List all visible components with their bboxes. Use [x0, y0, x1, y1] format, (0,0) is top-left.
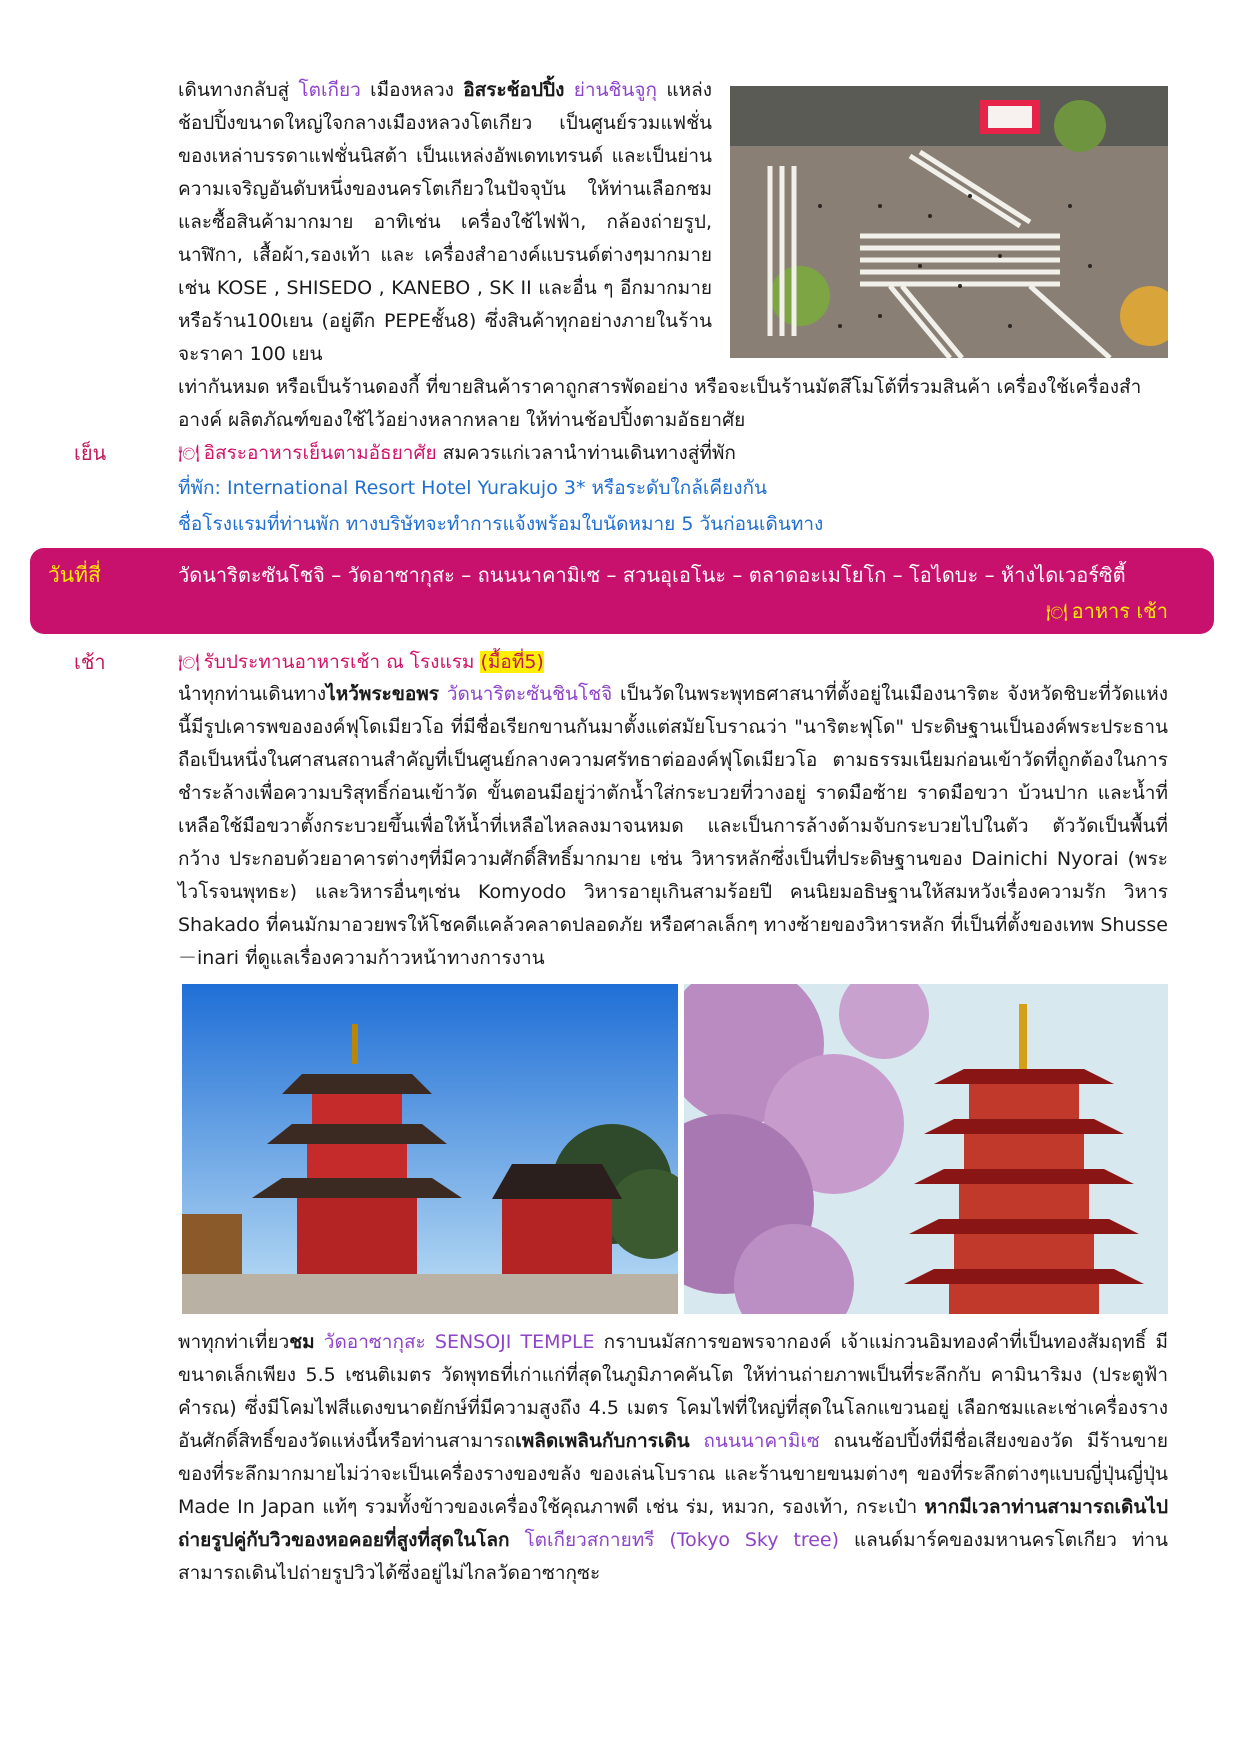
breakfast-text: รับประทานอาหารเช้า ณ โรงแรม: [203, 651, 481, 673]
dinner-highlight: อิสระอาหารเย็นตามอัธยาศัย: [203, 442, 437, 464]
breakfast-line: [178, 646, 544, 680]
text-segment: [564, 79, 573, 101]
free-shopping-bold: อิสระช้อปปิ้ง: [463, 79, 565, 101]
shopping-paragraph-continued: เท่ากันหมด หรือเป็นร้านดองกี้ ที่ขายสินค้าราคาถูกสารพัดอย่าง หรือจะเป็นร้านมัตสึโมโต้ที่รวมสินค้า เครื่องใช้เครื่องสำอางค์ ผลิตภัณฑ์ของใช้ไว้อย่างหลากหลาย ให้ท่านช้อปปิ้งตามอัธยาศัย: [178, 376, 1142, 431]
text-segment: ถนนช้อปปิ้งที่มีชื่อเสียงของวัด มีร้านขายของที่ระลึกมากมายไม่ว่าจะเป็นเครื่องรางของขลัง ของเล่นโบราณ และร้านขายขนมต่างๆ ของที่ระลึกต่างๆแบบญี่ปุ่นญี่ปุ่น Made In Japan แท้ๆ รวมทั้งข้าวของเครื่องใช้คุณภาพดี เช่น ร่ม, หมวก, รองเท้า, กระเป๋า: [178, 1430, 1168, 1518]
sensoji-pagoda-cherry-blossom-photo: [684, 984, 1168, 1314]
shopping-paragraph: [178, 74, 712, 371]
text-segment: [439, 683, 447, 705]
day-banner: [30, 548, 1214, 634]
text-segment: พาทุกท่าเที่ยว: [178, 1331, 290, 1353]
text-segment: เดินทางกลับสู่: [178, 79, 299, 101]
text-segment: นำทุกท่านเดินทาง: [178, 683, 327, 705]
sensoji-highlight: วัดอาซากุสะ SENSOJI TEMPLE: [323, 1331, 595, 1353]
worship-bold: ไหว้พระขอพร: [326, 683, 439, 705]
hotel-line: ที่พัก: International Resort Hotel Yurakujo 3* หรือระดับใกล้เคียงกัน: [178, 477, 767, 499]
day-route: วัดนาริตะซันโชจิ – วัดอาซากุสะ – ถนนนาคามิเซ – สวนอุเอโนะ – ตลาดอะเมโยโก – โอไดบะ – ห้างไดเวอร์ซิตี้: [178, 563, 1126, 587]
shinjuku-highlight: ย่านชินจูกุ: [573, 79, 657, 101]
text-segment: [315, 1331, 324, 1353]
naritasan-highlight: วัดนาริตะซันชินโชจิ: [446, 683, 613, 705]
morning-time-label: เช้า: [74, 650, 106, 674]
naritasan-pagoda-photo: [182, 984, 678, 1314]
day-meals: [1046, 595, 1168, 627]
tokyo-link-text: โตเกียว: [298, 79, 361, 101]
shibuya-crossing-photo: [730, 86, 1168, 358]
dinner-line: [178, 437, 736, 471]
naritasan-paragraph: [178, 678, 1168, 975]
skytree-highlight: โตเกียวสกายทรี (Tokyo Sky tree): [524, 1529, 840, 1551]
dinner-time-label: เย็น: [74, 441, 107, 465]
text-segment: เมืองหลวง: [360, 79, 464, 101]
day-meals-text: อาหาร เช้า: [1071, 599, 1168, 623]
text-segment: [690, 1430, 704, 1452]
meal-icon: 🍽: [178, 444, 200, 464]
text-segment: แหล่งช้อปปิ้งขนาดใหญ่ใจกลางเมืองหลวงโตเกียว เป็นศูนย์รวมแฟชั่น ของเหล่าบรรดาแฟชั่นนิสต้า เป็นแหล่งอัพเดทเทรนด์ และเป็นย่านความเจริญอันดับหนึ่งของนครโตเกียวในปัจจุบัน ให้ท่านเลือกชมและซื้อสินค้ามากมาย อาทิเช่น เครื่องใช้ไฟฟ้า, กล้องถ่ายรูป, นาฬิกา, เสื้อผ้า,รองเท้า และ เครื่องสำอางค์แบรนด์ต่างๆมากมายเช่น KOSE , SHISEDO , KANEBO , SK II และอื่น ๆ อีกมากมาย หรือร้าน100เยน (อยู่ตึก PEPEชั้น8) ซึ่งสินค้าทุกอย่างภายในร้านจะราคา 100 เยน: [178, 79, 713, 365]
skytree-bold: หากมีเวลาท่านสามารถเดินไปถ่ายรูปคู่กับวิวของหอคอยที่สูงที่สุดในโลก: [178, 1496, 1168, 1551]
hotel-note: ชื่อโรงแรมที่ท่านพัก ทางบริษัทจะทำการแจ้งพร้อมใบนัดหมาย 5 วันก่อนเดินทาง: [178, 513, 824, 535]
enjoy-walk-bold: เพลิดเพลินกับการเดิน: [515, 1430, 690, 1452]
text-segment: [510, 1529, 525, 1551]
text-segment: เป็นวัดในพระพุทธศาสนาที่ตั้งอยู่ในเมืองนาริตะ จังหวัดชิบะที่วัดแห่งนี้มีรูปเคารพขององค์ฟุโดเมียวโอ ที่มีชื่อเรียกขานกันมาตั้งแต่สมัยโบราณว่า "นาริตะฟุโด" ประดิษฐานเป็นองค์พระประธาน ถือเป็นหนึ่งในศาสนสถานสำคัญที่เป็นศูนย์กลางความศรัทธาต่อองค์ฟุโดเมียวโอ ตามธรรมเนียมก่อนเข้าวัดที่ถูกต้องในการชำระล้างเพื่อความบริสุทธิ์ก่อนเข้าวัด ขั้นตอนมีอยู่ว่าตักน้ำใส่กระบวยที่วางอยู่ ราดมือซ้าย ราดมือขวา บ้วนปาก และน้ำที่เหลือใช้มือขวาตั้งกระบวยขึ้นเพื่อให้น้ำที่เหลือไหลลงมาจนหมด และเป็นการล้างด้ามจับกระบวยไปในตัว ตัววัดเป็นพื้นที่กว้าง ประกอบด้วยอาคารต่างๆที่มีความศักดิ์สิทธิ์มากมาย เช่น วิหารหลักซึ่งเป็นที่ประดิษฐานของ Dainichi Nyorai (พระไวโรจนพุทธะ) และวิหารอื่นๆเช่น Komyodo วิหารอายุเกินสามร้อยปี คนนิยมอธิษฐานให้สมหวังเรื่องความรัก วิหาร Shakado ที่คนมักมาอวยพรให้โชคดีแคล้วคลาดปลอดภัย หรือศาลเล็กๆ ทางซ้ายของวิหารหลัก ที่เป็นที่ตั้งของเทพ Shusse－inari ที่ดูแลเรื่องความก้าวหน้าทางการงาน: [178, 683, 1168, 969]
day-label: วันที่สี่: [48, 563, 101, 587]
meal-icon: 🍽: [1046, 603, 1068, 623]
meal-icon: 🍽: [178, 653, 200, 673]
text-segment: แลนด์มาร์คของมหานครโตเกียว ท่านสามารถเดินไปถ่ายรูปวิวได้ซึ่งอยู่ไม่ไกลวัดอาซากุซะ: [178, 1529, 1168, 1584]
dinner-rest: สมควรแก่เวลานำท่านเดินทางสู่ที่พัก: [436, 442, 736, 464]
text-segment: กราบนมัสการขอพรจากองค์ เจ้าแม่กวนอิมทองคำที่เป็นทองสัมฤทธิ์ มีขนาดเล็กเพียง 5.5 เซนติเมตร วัดพุทธที่เก่าแก่ที่สุดในภูมิภาคคันโต ให้ท่านถ่ายภาพเป็นที่ระลึกกับ คามินาริมง (ประตูฟ้าคำรณ) ซึ่งมีโคมไฟสีแดงขนาดยักษ์ที่มีความสูงถึง 4.5 เมตร โคมไฟที่ใหญ่ที่สุดในโลกแขวนอยู่ เลือกชมและเช่าเครื่องรางอันศักดิ์สิทธิ์ของวัดแห่งนี้หรือท่านสามารถ: [178, 1331, 1168, 1452]
sensoji-paragraph: [178, 1326, 1168, 1590]
visit-bold: ชม: [289, 1331, 315, 1353]
nakamise-highlight: ถนนนาคามิเซ: [703, 1430, 820, 1452]
meal-number-badge: (มื้อที่5): [480, 651, 544, 673]
